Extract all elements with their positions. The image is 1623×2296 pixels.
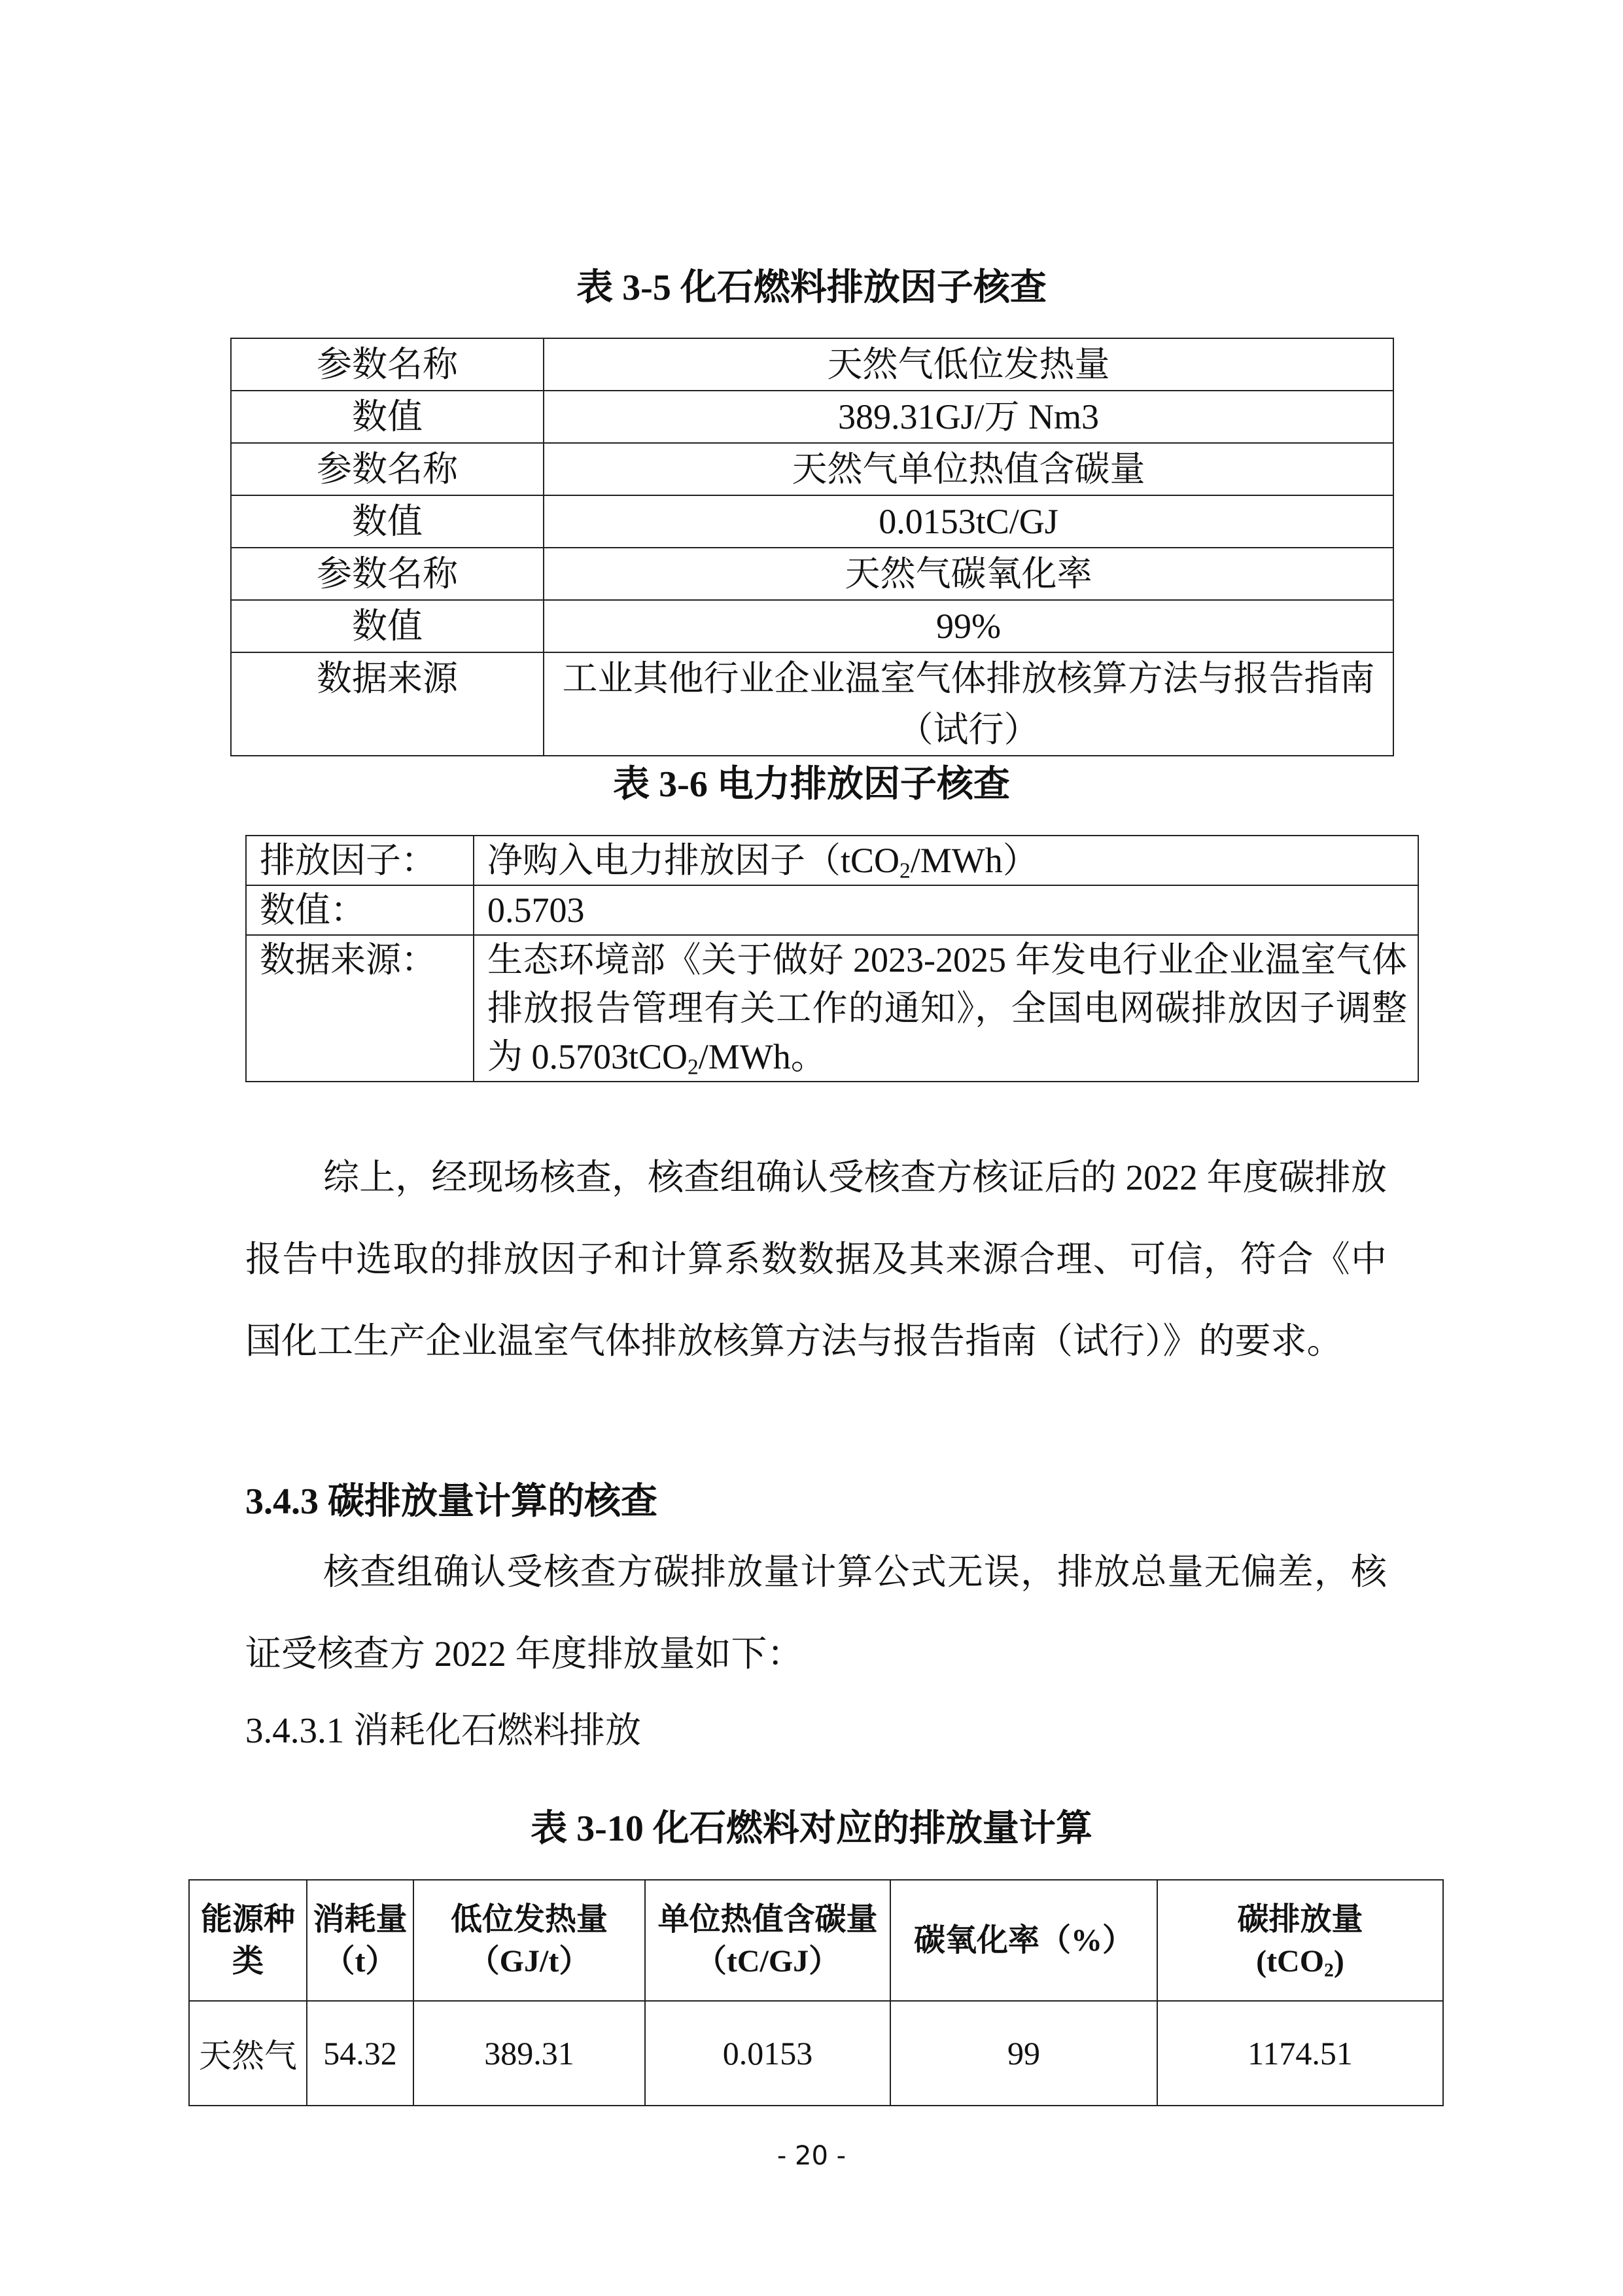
table-cell-label: 数值 <box>231 495 544 548</box>
table-cell-label: 参数名称 <box>231 338 544 391</box>
table-row <box>231 391 1393 443</box>
table-3-5 <box>230 338 1394 756</box>
table-3-6 <box>245 835 1419 1082</box>
cell-emission: 1174.51 <box>1157 2001 1443 2106</box>
table-cell-label: 数值 <box>231 391 544 443</box>
factor-value-unit: /MWh） <box>910 841 1038 880</box>
header-carbon-content-label: 单位热值含碳量 <box>657 1901 878 1937</box>
table-cell-label: 参数名称 <box>231 443 544 495</box>
table-3-5-caption: 表 3-5 化石燃料排放因子核查 <box>576 268 1047 308</box>
table-cell-label: 排放因子： <box>246 836 474 885</box>
table-cell-value: 天然气低位发热量 <box>544 338 1393 391</box>
table-cell-value: 工业其他行业企业温室气体排放核算方法与报告指南（试行） <box>544 652 1393 756</box>
subscript: 2 <box>899 858 911 883</box>
table-cell-label: 参数名称 <box>231 548 544 600</box>
table-3-6-caption: 表 3-6 电力排放因子核查 <box>613 764 1010 805</box>
header-ncv-label: 低位发热量 <box>450 1901 608 1937</box>
table-row <box>246 885 1418 935</box>
header-emission-unit <box>1158 1941 1442 1983</box>
table-3-10-caption: 表 3-10 化石燃料对应的排放量计算 <box>531 1809 1092 1849</box>
emission-unit-pre: (tCO <box>1256 1943 1325 1979</box>
table-row <box>231 495 1393 548</box>
table-row <box>231 443 1393 495</box>
cell-ncv: 389.31 <box>413 2001 645 2106</box>
table-header-row <box>189 1880 1443 2001</box>
header-emission <box>1157 1880 1443 2001</box>
table-row <box>246 836 1418 885</box>
header-carbon-content <box>645 1880 890 2001</box>
table-row <box>231 600 1393 652</box>
header-emission-label: 碳排放量 <box>1237 1901 1363 1937</box>
header-consumption <box>307 1880 413 2001</box>
table-3-10 <box>188 1879 1444 2106</box>
table-cell-label: 数值 <box>231 600 544 652</box>
table-cell-value <box>474 836 1418 885</box>
source-value-text: 生态环境部《关于做好 2023-2025 年发电行业企业温室气体排放报告管理有关工作的通知》，全国电网碳排放因子调整为 0.5703tCO <box>487 940 1407 1076</box>
table-cell-value: 天然气碳氧化率 <box>544 548 1393 600</box>
header-oxidation: 碳氧化率（%） <box>890 1880 1157 2001</box>
emission-unit-post: ) <box>1333 1943 1344 1979</box>
subscript: 2 <box>688 1055 699 1080</box>
table-cell-value <box>474 935 1418 1082</box>
table-cell-label: 数据来源 <box>231 652 544 756</box>
table-row <box>231 338 1393 391</box>
table-cell-value: 0.0153tC/GJ <box>544 495 1393 548</box>
table-row <box>246 935 1418 1082</box>
subsection-heading: 3.4.3.1 消耗化石燃料排放 <box>245 1710 642 1750</box>
header-ncv <box>413 1880 645 2001</box>
source-value-unit: /MWh。 <box>698 1037 826 1076</box>
table-cell-value: 389.31GJ/万 Nm3 <box>544 391 1393 443</box>
page-number: - 20 - <box>777 2141 846 2171</box>
subscript: 2 <box>1324 1958 1334 1981</box>
table-cell-value: 0.5703 <box>474 885 1418 935</box>
table-row <box>231 652 1393 756</box>
header-ncv-unit: （GJ/t） <box>468 1943 591 1979</box>
header-carbon-content-unit: （tC/GJ） <box>695 1943 841 1979</box>
section-paragraph: 核查组确认受核查方碳排放量计算公式无误，排放总量无偏差，核证受核查方 2022 年度排放量如下： <box>245 1552 1387 1674</box>
table-cell-label: 数值： <box>246 885 474 935</box>
cell-consumption: 54.32 <box>307 2001 413 2106</box>
header-consumption-label: 消耗量 <box>313 1901 408 1937</box>
cell-energy-type: 天然气 <box>189 2001 307 2106</box>
table-cell-label: 数据来源： <box>246 935 474 1082</box>
table-cell-value: 天然气单位热值含碳量 <box>544 443 1393 495</box>
cell-carbon-content: 0.0153 <box>645 2001 890 2106</box>
summary-paragraph: 综上，经现场核查，核查组确认受核查方核证后的 2022 年度碳排放报告中选取的排放因子和计算系数数据及其来源合理、可信，符合《中国化工生产企业温室气体排放核算方法与报告指南（试行）》的要求。 <box>245 1157 1387 1361</box>
table-cell-value: 99% <box>544 600 1393 652</box>
cell-oxidation: 99 <box>890 2001 1157 2106</box>
factor-value-text: 净购入电力排放因子（tCO <box>487 841 900 880</box>
section-heading: 3.4.3 碳排放量计算的核查 <box>245 1481 657 1522</box>
header-consumption-unit: （t） <box>323 1943 397 1979</box>
header-energy-type: 能源种类 <box>189 1880 307 2001</box>
table-row <box>189 2001 1443 2106</box>
table-row <box>231 548 1393 600</box>
